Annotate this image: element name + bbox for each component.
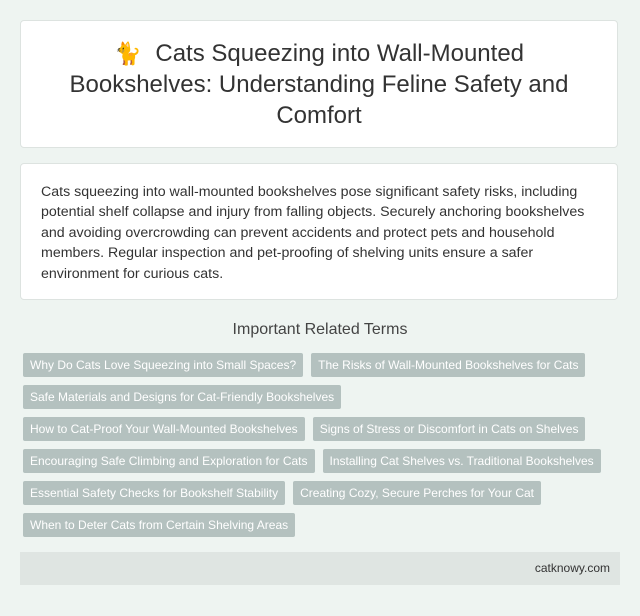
related-terms-heading: Important Related Terms [232, 321, 408, 338]
related-term-tag[interactable]: Encouraging Safe Climbing and Exploration for Cats [23, 449, 315, 473]
related-term-tag[interactable]: Why Do Cats Love Squeezing into Small Spaces? [23, 353, 303, 377]
related-term-tag[interactable]: Signs of Stress or Discomfort in Cats on Shelves [313, 417, 586, 441]
term-row [23, 353, 623, 377]
related-term-tag[interactable]: Essential Safety Checks for Bookshelf Stability [23, 481, 285, 505]
summary-card [20, 163, 618, 300]
term-row [23, 481, 623, 505]
page-title-text: Cats Squeezing into Wall-Mounted Bookshelves: Understanding Feline Safety and Comfort [69, 39, 569, 129]
term-row [23, 449, 623, 473]
term-row [23, 385, 623, 409]
term-row [23, 417, 623, 441]
summary-text: Cats squeezing into wall-mounted bookshelves pose significant safety risks, including potential shelf collapse and injury from falling objects. Securely anchoring bookshelves and avoiding overcrowding can prevent accidents and protect pets and household members. Regular inspection and pet-proofing of shelving units ensure a safer environment for curious cats. [41, 184, 585, 282]
term-row [23, 513, 623, 537]
related-term-tag[interactable]: The Risks of Wall-Mounted Bookshelves for Cats [311, 353, 585, 377]
cat-icon: 🐈 [113, 40, 142, 66]
related-terms-list [23, 353, 623, 545]
title-card [20, 20, 618, 148]
site-name[interactable]: catknowy.com [534, 561, 610, 575]
page-title [21, 38, 617, 131]
footer [20, 552, 620, 585]
related-term-tag[interactable]: How to Cat-Proof Your Wall-Mounted Bookshelves [23, 417, 305, 441]
related-term-tag[interactable]: Installing Cat Shelves vs. Traditional Bookshelves [323, 449, 601, 473]
related-term-tag[interactable]: When to Deter Cats from Certain Shelving Areas [23, 513, 295, 537]
related-term-tag[interactable]: Creating Cozy, Secure Perches for Your Cat [293, 481, 541, 505]
related-term-tag[interactable]: Safe Materials and Designs for Cat-Friendly Bookshelves [23, 385, 341, 409]
